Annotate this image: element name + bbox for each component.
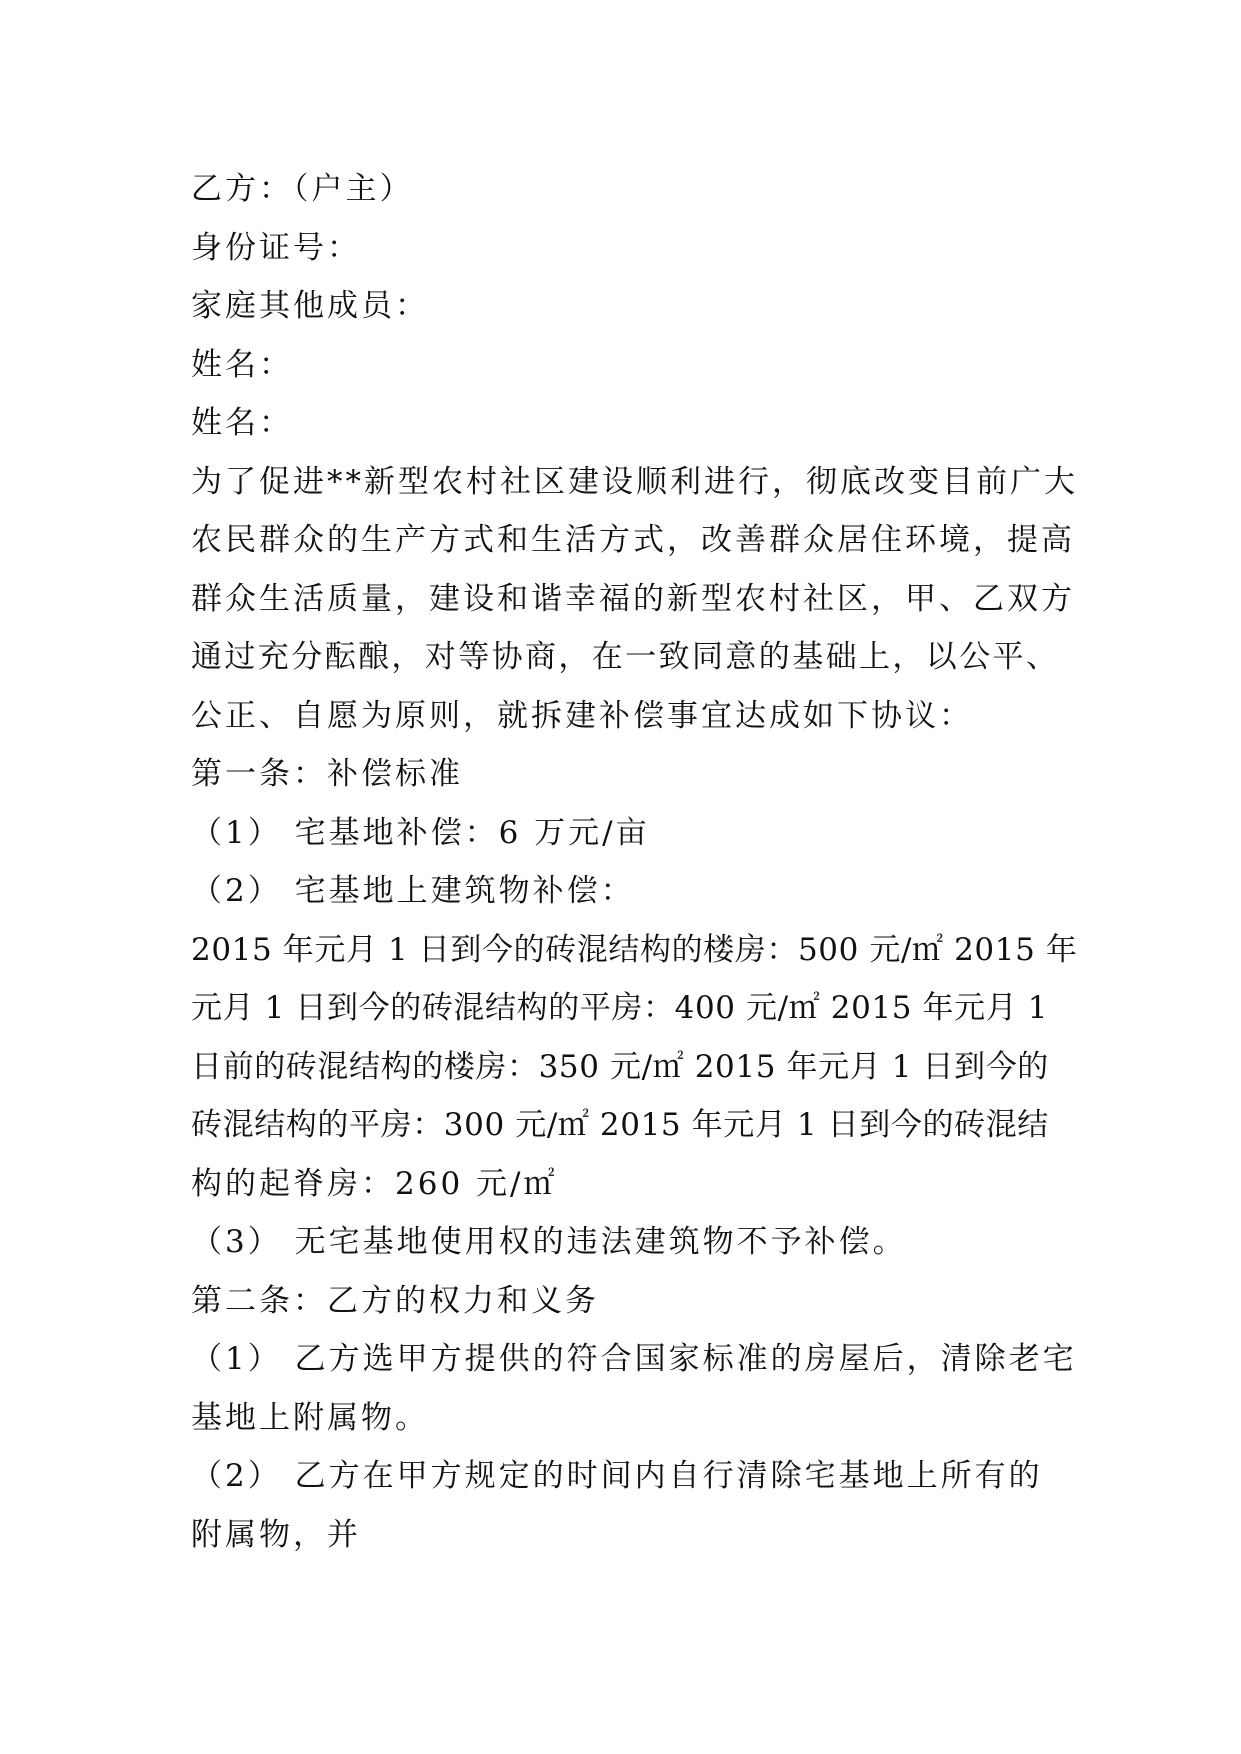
clause-item-continued: 附属物，并 (191, 1516, 361, 1553)
clause-item: （1） 宅基地补偿：6 万元/亩 (191, 814, 650, 851)
preamble-line: 为了促进**新型农村社区建设顺利进行，彻底改变目前广大 (191, 463, 1078, 500)
article-two-heading: 第二条：乙方的权力和义务 (191, 1282, 599, 1319)
family-members-label: 家庭其他成员： (191, 288, 429, 324)
clause-item: （3） 无宅基地使用权的违法建筑物不予补偿。 (191, 1224, 907, 1260)
compensation-rate-line: 元月 1 日到今的砖混结构的平房：400 元/㎡ 2015 年元月 1 (191, 990, 1049, 1026)
compensation-rate-line: 构的起脊房：260 元/㎡ (191, 1165, 558, 1202)
document-body (191, 160, 1078, 1564)
clause-item-continued: 基地上附属物。 (191, 1399, 429, 1436)
member-name-label: 姓名： (191, 346, 293, 383)
article-one-heading: 第一条：补偿标准 (191, 756, 463, 792)
preamble-line: 农民群众的生产方式和生活方式，改善群众居住环境，提高 (191, 522, 1075, 558)
compensation-rate-line: 砖混结构的平房：300 元/㎡ 2015 年元月 1 日到今的砖混结 (191, 1107, 1049, 1143)
id-number-label: 身份证号： (191, 229, 361, 266)
preamble-line: 公正、自愿为原则，就拆建补偿事宜达成如下协议： (191, 697, 973, 734)
clause-item: （2） 乙方在甲方规定的时间内自行清除宅基地上所有的 (191, 1458, 1043, 1494)
member-name-label: 姓名： (191, 405, 293, 441)
compensation-rate-line: 2015 年元月 1 日到今的砖混结构的楼房：500 元/㎡ 2015 年 (191, 931, 1078, 968)
preamble-line: 通过充分酝酿，对等协商，在一致同意的基础上，以公平、 (191, 639, 1060, 675)
preamble-line: 群众生活质量，建设和谐幸福的新型农村社区，甲、乙双方 (191, 580, 1075, 617)
clause-item: （1） 乙方选甲方提供的符合国家标准的房屋后，清除老宅 (191, 1341, 1077, 1377)
compensation-rate-line: 日前的砖混结构的楼房：350 元/㎡ 2015 年元月 1 日到今的 (191, 1048, 1049, 1085)
party-b-label: 乙方：（户主） (191, 171, 414, 207)
clause-item: （2） 宅基地上建筑物补偿： (191, 873, 635, 909)
